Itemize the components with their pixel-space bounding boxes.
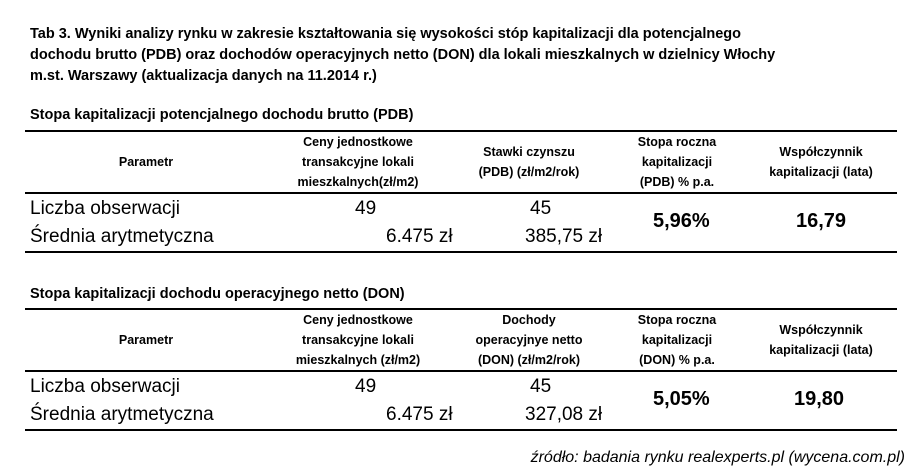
source-note: źródło: badania rynku realexperts.pl (wycena.com.pl) [530, 449, 905, 466]
pdb-table [25, 130, 897, 253]
capitalization-coefficient: 19,80 [794, 388, 845, 410]
don-table-body [25, 372, 897, 429]
price-observations: 49 [355, 198, 377, 219]
caption-line-1: Tab 3. Wyniki analizy rynku w zakresie kształtowania się wysokości stóp kapitalizacji dla potencjalnego [30, 26, 742, 42]
pdb-table-header [25, 132, 897, 194]
don-table-header [25, 310, 897, 372]
income-mean: 385,75 zł [525, 226, 603, 247]
row-label-mean: Średnia arytmetyczna [30, 226, 214, 247]
income-observations: 45 [530, 376, 552, 397]
header-coefficient: Współczynnik kapitalizacji (lata) [769, 145, 873, 179]
capitalization-coefficient: 16,79 [796, 210, 847, 232]
pdb-section-title: Stopa kapitalizacji potencjalnego dochodu brutto (PDB) [30, 107, 414, 123]
pdb-table-body [25, 194, 897, 251]
header-rate: Stopa roczna kapitalizacji (PDB) % p.a. [637, 135, 717, 189]
header-price: Ceny jednostkowe transakcyjne lokali mieszkalnych(zł/m2) [297, 135, 419, 189]
price-mean: 6.475 zł [386, 226, 453, 247]
caption-line-2: dochodu brutto (PDB) oraz dochodów operacyjnych netto (DON) dla lokali mieszkalnych w dzielnicy Włochy [30, 47, 776, 63]
income-mean: 327,08 zł [525, 404, 603, 425]
caption-line-3: m.st. Warszawy (aktualizacja danych na 11.2014 r.) [30, 68, 377, 84]
header-rent: Stawki czynszu (PDB) (zł/m2/rok) [478, 145, 580, 179]
header-net-income: Dochody operacyjnye netto (DON) (zł/m2/rok) [475, 313, 583, 367]
header-parametr: Parametr [118, 155, 174, 169]
header-rate: Stopa roczna kapitalizacji (DON) % p.a. [637, 313, 717, 367]
header-coefficient: Współczynnik kapitalizacji (lata) [769, 323, 873, 357]
don-table [25, 308, 897, 431]
row-label-mean: Średnia arytmetyczna [30, 404, 214, 425]
price-mean: 6.475 zł [386, 404, 453, 425]
row-label-observations: Liczba obserwacji [30, 376, 180, 397]
capitalization-rate: 5,96% [653, 210, 710, 232]
row-label-observations: Liczba obserwacji [30, 198, 180, 219]
price-observations: 49 [355, 376, 377, 397]
capitalization-rate: 5,05% [653, 388, 710, 410]
header-parametr: Parametr [118, 333, 174, 347]
table-caption [30, 24, 910, 87]
income-observations: 45 [530, 198, 552, 219]
don-section-title: Stopa kapitalizacji dochodu operacyjnego netto (DON) [30, 286, 405, 302]
header-price: Ceny jednostkowe transakcyjne lokali mieszkalnych (zł/m2) [295, 313, 421, 367]
